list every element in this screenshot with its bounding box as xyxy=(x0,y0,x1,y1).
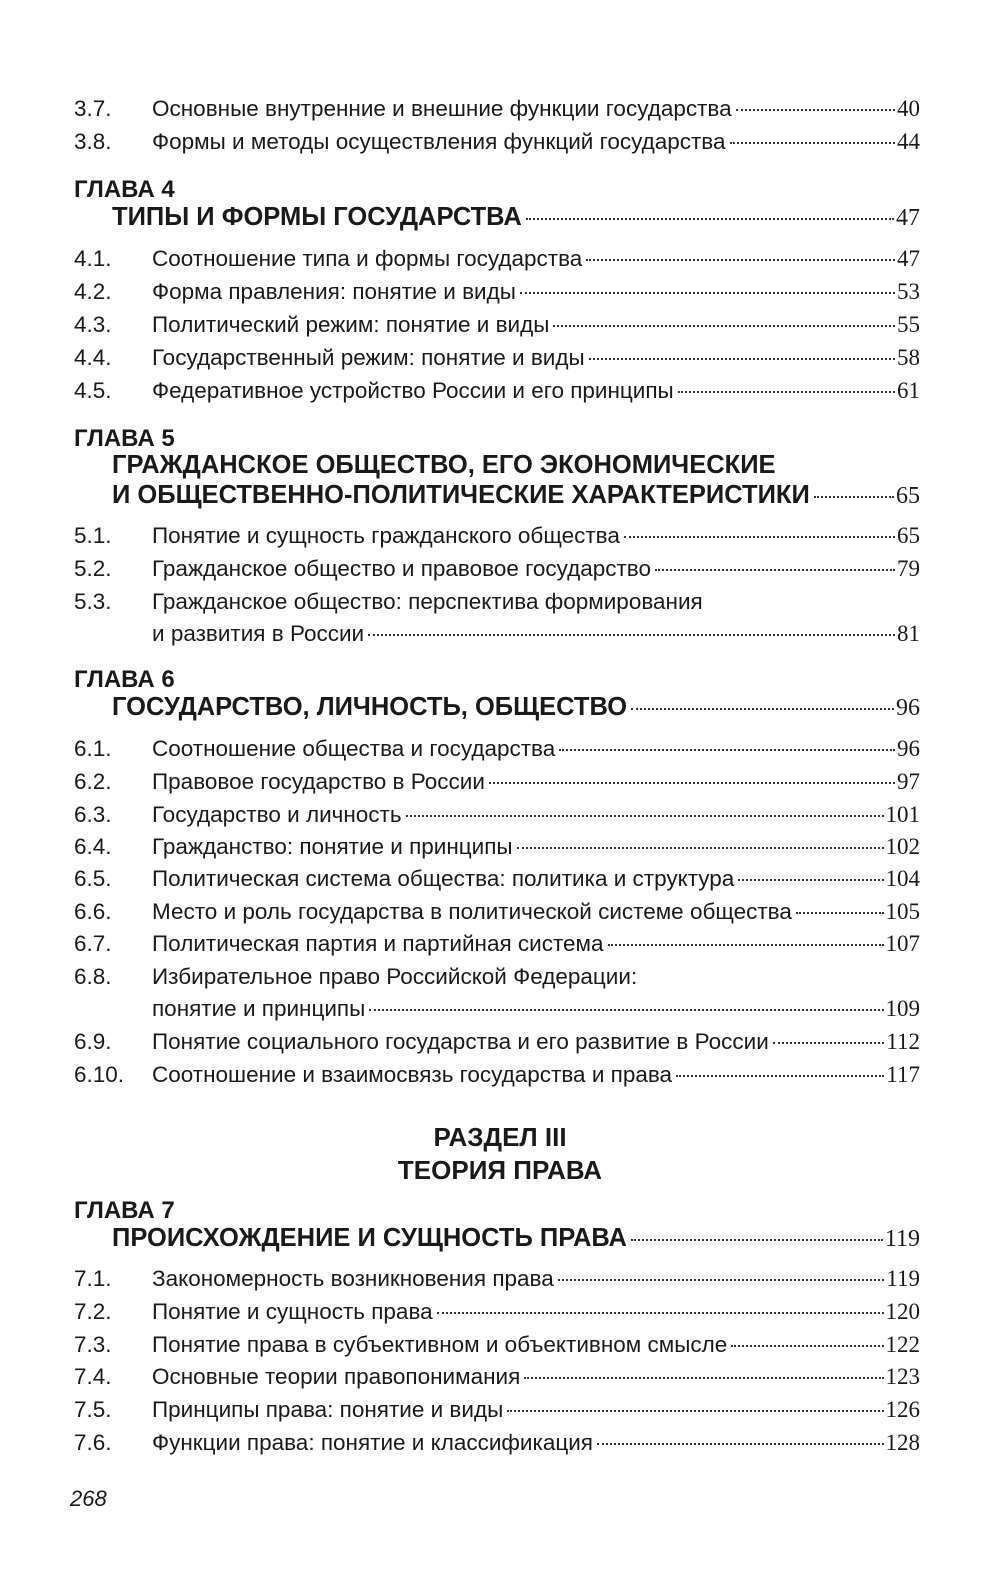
entry-page: 79 xyxy=(897,556,920,581)
toc-entry-7-2 xyxy=(74,1299,920,1332)
leader-dots xyxy=(608,944,884,946)
entry-page: 104 xyxy=(885,866,920,891)
entry-title: Закономерность возникновения права xyxy=(152,1266,554,1291)
leader-dots xyxy=(631,708,894,710)
leader-dots xyxy=(678,391,895,393)
entry-number: 7.2. xyxy=(74,1299,112,1324)
entry-title: Федеративное устройство России и его принципы xyxy=(152,378,674,403)
leader-dots xyxy=(517,847,884,849)
entry-page: 53 xyxy=(897,279,920,304)
entry-page: 122 xyxy=(885,1332,920,1357)
toc-entry-4-5 xyxy=(74,378,920,411)
toc-entry-7-3 xyxy=(74,1332,920,1365)
leader-dots xyxy=(655,569,895,571)
toc-entry-6-8 xyxy=(74,964,920,997)
entry-page: 40 xyxy=(897,96,920,121)
entry-number: 4.2. xyxy=(74,279,112,304)
entry-page: 117 xyxy=(886,1062,920,1087)
leader-dots xyxy=(553,325,895,327)
entry-page: 112 xyxy=(886,1029,920,1054)
leader-dots xyxy=(586,259,895,261)
toc-entry-7-6 xyxy=(74,1430,920,1463)
toc-entry-6-7 xyxy=(74,931,920,964)
entry-title: Соотношение и взаимосвязь государства и права xyxy=(152,1062,673,1087)
entry-page: 96 xyxy=(897,736,920,761)
entry-page: 105 xyxy=(885,899,920,924)
toc-entry-3-8 xyxy=(74,129,920,162)
entry-page: 107 xyxy=(885,931,920,956)
entry-page: 65 xyxy=(897,523,920,548)
entry-title: Правовое государство в России xyxy=(152,769,485,794)
entry-title: Формы и методы осуществления функций государства xyxy=(152,129,726,154)
leader-dots xyxy=(489,782,895,784)
entry-title: Понятие и сущность гражданского общества xyxy=(152,523,620,548)
toc-entry-6-4 xyxy=(74,834,920,867)
entry-number: 6.7. xyxy=(74,931,112,956)
leader-dots xyxy=(736,109,895,111)
leader-dots xyxy=(507,1410,883,1412)
entry-title: Политическая система общества: политика и структура xyxy=(152,866,735,891)
chapter-6-title xyxy=(112,693,920,722)
entry-title: Понятие социального государства и его развитие в России xyxy=(152,1029,769,1054)
leader-dots xyxy=(814,496,894,498)
entry-page: 120 xyxy=(885,1299,920,1324)
leader-dots xyxy=(796,912,884,914)
chapter-7-label: ГЛАВА 7 xyxy=(74,1197,175,1224)
entry-title: Государство и личность xyxy=(152,802,402,827)
toc-entry-6-3 xyxy=(74,802,920,835)
entry-title: Гражданство: понятие и принципы xyxy=(152,834,513,859)
leader-dots xyxy=(738,879,883,881)
entry-page: 123 xyxy=(885,1364,920,1389)
entry-number: 7.6. xyxy=(74,1430,112,1455)
toc-entry-6-6 xyxy=(74,899,920,932)
entry-title: Соотношение общества и государства xyxy=(152,736,556,761)
entry-number: 7.5. xyxy=(74,1397,112,1422)
entry-number: 4.5. xyxy=(74,378,112,403)
entry-page: 119 xyxy=(886,1266,920,1291)
toc-entry-4-4 xyxy=(74,345,920,378)
entry-title: Форма правления: понятие и виды xyxy=(152,279,516,304)
chapter-title-text: ГОСУДАРСТВО, ЛИЧНОСТЬ, ОБЩЕСТВО xyxy=(112,693,628,721)
entry-title: Политическая партия и партийная система xyxy=(152,931,604,956)
entry-number: 5.2. xyxy=(74,556,112,581)
entry-title-line1: Избирательное право Российской Федерации: xyxy=(152,964,638,989)
entry-title: Государственный режим: понятие и виды xyxy=(152,345,585,370)
leader-dots xyxy=(520,292,895,294)
toc-entry-6-8-cont xyxy=(152,996,920,1029)
toc-entry-4-1 xyxy=(74,246,920,279)
entry-number: 3.7. xyxy=(74,96,112,121)
toc-entry-6-5 xyxy=(74,866,920,899)
leader-dots xyxy=(730,142,895,144)
entry-page: 58 xyxy=(897,345,920,370)
entry-number: 4.4. xyxy=(74,345,112,370)
toc-entry-7-1 xyxy=(74,1266,920,1299)
entry-number: 6.9. xyxy=(74,1029,112,1054)
entry-number: 6.6. xyxy=(74,899,112,924)
chapter-page: 119 xyxy=(884,1226,920,1252)
entry-number: 7.3. xyxy=(74,1332,112,1357)
entry-number: 4.1. xyxy=(74,246,112,271)
leader-dots xyxy=(524,1377,883,1379)
entry-number: 7.1. xyxy=(74,1266,112,1291)
leader-dots xyxy=(631,1239,883,1241)
entry-title: Политический режим: понятие и виды xyxy=(152,312,550,337)
entry-page: 61 xyxy=(897,378,920,403)
toc-entry-7-4 xyxy=(74,1364,920,1397)
toc-entry-6-9 xyxy=(74,1029,920,1062)
leader-dots xyxy=(406,815,884,817)
chapter-5-title xyxy=(112,481,920,510)
entry-page: 101 xyxy=(885,802,920,827)
leader-dots xyxy=(624,536,895,538)
chapter-5-label: ГЛАВА 5 xyxy=(74,425,175,452)
leader-dots xyxy=(597,1443,884,1445)
section-3-title: ТЕОРИЯ ПРАВА xyxy=(397,1155,603,1185)
leader-dots xyxy=(369,1009,883,1011)
section-3-heading: РАЗДЕЛ III xyxy=(433,1122,567,1152)
entry-page: 126 xyxy=(885,1397,920,1422)
entry-page: 81 xyxy=(897,621,920,646)
page-number: 268 xyxy=(70,1486,107,1511)
leader-dots xyxy=(559,749,895,751)
chapter-7-title xyxy=(112,1224,920,1253)
leader-dots xyxy=(731,1345,883,1347)
entry-number: 4.3. xyxy=(74,312,112,337)
chapter-title-text: ТИПЫ И ФОРМЫ ГОСУДАРСТВА xyxy=(112,203,522,231)
entry-title: Место и роль государства в политической системе общества xyxy=(152,899,792,924)
entry-page: 109 xyxy=(885,996,920,1021)
toc-entry-5-1 xyxy=(74,523,920,556)
entry-page: 128 xyxy=(885,1430,920,1455)
toc-entry-5-3 xyxy=(74,589,920,622)
chapter-page: 65 xyxy=(896,483,920,509)
entry-number: 6.2. xyxy=(74,769,112,794)
entry-title: Функции права: понятие и классификация xyxy=(152,1430,593,1455)
entry-title-line1: Гражданское общество: перспектива формирования xyxy=(152,589,703,614)
chapter-page: 96 xyxy=(896,695,920,721)
entry-title: Понятие и сущность права xyxy=(152,1299,433,1324)
entry-page: 102 xyxy=(885,834,920,859)
entry-page: 47 xyxy=(897,246,920,271)
entry-number: 5.3. xyxy=(74,589,112,614)
entry-title: Гражданское общество и правовое государство xyxy=(152,556,652,581)
chapter-title-text: И ОБЩЕСТВЕННО-ПОЛИТИЧЕСКИЕ ХАРАКТЕРИСТИКИ xyxy=(112,481,810,509)
entry-title-line2: и развития в России xyxy=(152,621,365,646)
leader-dots xyxy=(773,1042,885,1044)
leader-dots xyxy=(368,634,895,636)
toc-entry-6-2 xyxy=(74,769,920,802)
entry-title: Понятие права в субъективном и объективном смысле xyxy=(152,1332,728,1357)
entry-number: 6.8. xyxy=(74,964,112,989)
entry-page: 44 xyxy=(897,129,920,154)
toc-entry-4-2 xyxy=(74,279,920,312)
entry-number: 3.8. xyxy=(74,129,112,154)
entry-number: 6.3. xyxy=(74,802,112,827)
entry-title-line2: понятие и принципы xyxy=(152,996,366,1021)
entry-title: Соотношение типа и формы государства xyxy=(152,246,583,271)
chapter-page: 47 xyxy=(896,205,920,231)
entry-title: Основные внутренние и внешние функции государства xyxy=(152,96,732,121)
leader-dots xyxy=(676,1075,884,1077)
entry-number: 7.4. xyxy=(74,1364,112,1389)
entry-title: Принципы права: понятие и виды xyxy=(152,1397,504,1422)
chapter-4-label: ГЛАВА 4 xyxy=(74,176,175,203)
chapter-title-text: ПРОИСХОЖДЕНИЕ И СУЩНОСТЬ ПРАВА xyxy=(112,1224,627,1252)
entry-number: 6.4. xyxy=(74,834,112,859)
chapter-6-label: ГЛАВА 6 xyxy=(74,666,175,693)
entry-number: 6.5. xyxy=(74,866,112,891)
leader-dots xyxy=(558,1279,885,1281)
leader-dots xyxy=(437,1312,884,1314)
entry-page: 97 xyxy=(897,769,920,794)
toc-entry-6-10 xyxy=(74,1062,920,1095)
toc-entry-4-3 xyxy=(74,312,920,345)
toc-entry-5-2 xyxy=(74,556,920,589)
chapter-4-title xyxy=(112,203,920,232)
entry-number: 6.10. xyxy=(74,1062,125,1087)
leader-dots xyxy=(589,358,895,360)
toc-entry-3-7 xyxy=(74,96,920,129)
entry-page: 55 xyxy=(897,312,920,337)
toc-entry-7-5 xyxy=(74,1397,920,1430)
entry-number: 6.1. xyxy=(74,736,112,761)
chapter-5-title-line1: ГРАЖДАНСКОЕ ОБЩЕСТВО, ЕГО ЭКОНОМИЧЕСКИЕ xyxy=(112,451,776,479)
toc-entry-6-1 xyxy=(74,736,920,769)
leader-dots xyxy=(526,218,894,220)
toc-entry-5-3-cont xyxy=(152,621,920,654)
entry-title: Основные теории правопонимания xyxy=(152,1364,521,1389)
entry-number: 5.1. xyxy=(74,523,112,548)
